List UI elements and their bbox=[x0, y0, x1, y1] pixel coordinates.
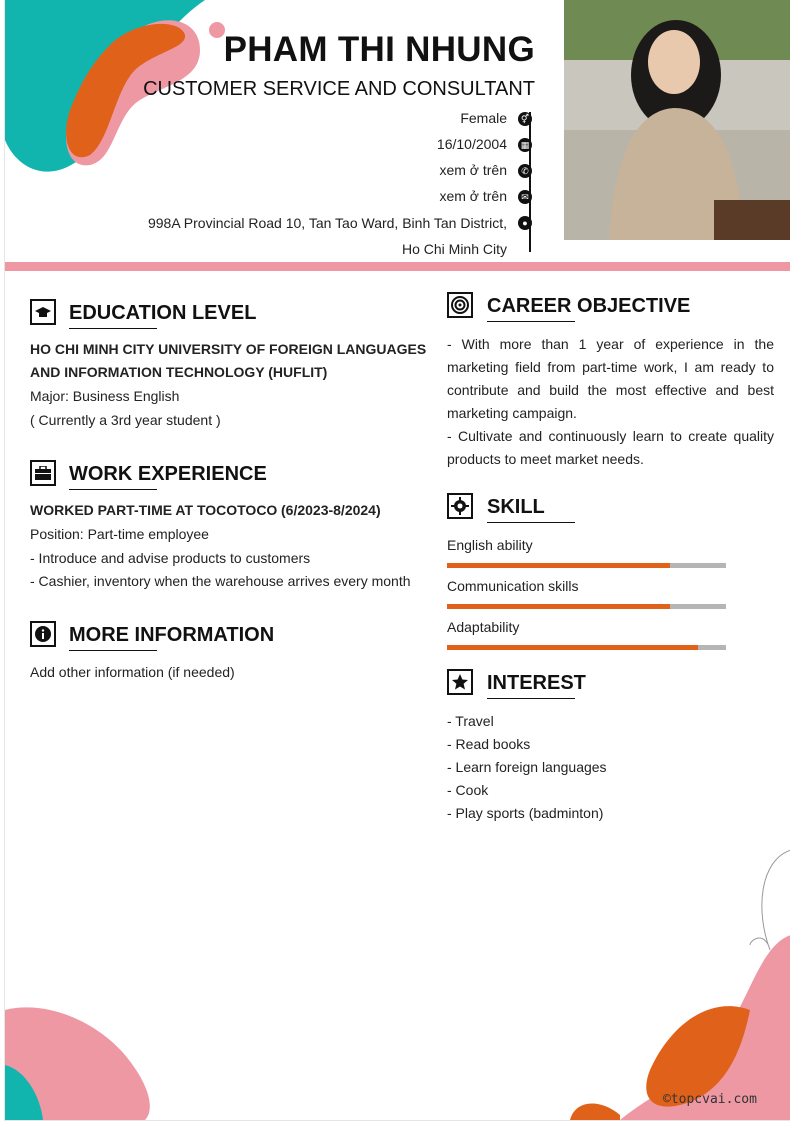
info-icon bbox=[30, 621, 56, 647]
objective-heading: CAREER OBJECTIVE bbox=[487, 295, 691, 317]
skill-bar bbox=[447, 563, 726, 568]
mail-icon: ✉ bbox=[518, 190, 532, 204]
cv-page bbox=[5, 0, 790, 1120]
job-duty-1: - Introduce and advise products to customers bbox=[30, 550, 311, 566]
skill-underline bbox=[487, 522, 575, 523]
education-heading: EDUCATION LEVEL bbox=[69, 302, 257, 324]
star-icon bbox=[447, 669, 473, 695]
graduation-cap-icon bbox=[30, 299, 56, 325]
objective-paragraph-2: - Cultivate and continuously learn to create quality products to meet market needs. bbox=[447, 428, 774, 467]
gear-icon bbox=[447, 493, 473, 519]
target-icon bbox=[447, 292, 473, 318]
interest-item: - Play sports (badminton) bbox=[447, 805, 604, 821]
interest-item: - Read books bbox=[447, 736, 531, 752]
interest-heading: INTEREST bbox=[487, 672, 586, 694]
briefcase-icon bbox=[30, 460, 56, 486]
info-timeline bbox=[529, 112, 531, 252]
skill-bar-fill bbox=[447, 563, 670, 568]
interest-item: - Travel bbox=[447, 713, 494, 729]
skill-bar bbox=[447, 604, 726, 609]
job-title: WORKED PART-TIME AT TOCOTOCO bbox=[30, 502, 278, 518]
header-divider bbox=[5, 262, 790, 271]
skill-bar bbox=[447, 645, 726, 650]
skill-heading: SKILL bbox=[487, 496, 545, 518]
decor-blob-bottom-left bbox=[5, 1000, 165, 1120]
more-info-heading: MORE INFORMATION bbox=[69, 624, 275, 646]
skill-label: Communication skills bbox=[447, 578, 579, 594]
work-underline bbox=[69, 489, 157, 490]
school-line-1: HO CHI MINH CITY UNIVERSITY OF FOREIGN LANGUAGES bbox=[30, 341, 427, 357]
gender-text: Female bbox=[460, 110, 507, 126]
address-text: 998A Provincial Road 10, Tan Tao Ward, Binh Tan District, Ho Chi Minh City bbox=[147, 215, 507, 257]
more-info-text: Add other information (if needed) bbox=[30, 664, 235, 680]
skill-bar-fill bbox=[447, 604, 670, 609]
more-info-underline bbox=[69, 650, 157, 651]
watermark: ©topcvai.com bbox=[663, 1092, 757, 1107]
education-major: Major: Business English bbox=[30, 388, 180, 404]
interest-item: - Cook bbox=[447, 782, 489, 798]
skill-label: English ability bbox=[447, 537, 533, 553]
education-note: ( Currently a 3rd year student ) bbox=[30, 412, 221, 428]
education-underline bbox=[69, 328, 157, 329]
decor-blob-bottom-right bbox=[560, 850, 790, 1120]
objective-paragraph-1: - With more than 1 year of experience in the marketing field from part-time work, I am ready to contribute and build the most effective and best marketing campaign. bbox=[447, 336, 774, 421]
candidate-title: CUSTOMER SERVICE AND CONSULTANT bbox=[143, 78, 535, 100]
location-pin-icon: ● bbox=[518, 216, 532, 230]
objective-underline bbox=[487, 321, 575, 322]
dob-text: 16/10/2004 bbox=[436, 136, 507, 152]
interest-underline bbox=[487, 698, 575, 699]
candidate-name: PHAM THI NHUNG bbox=[223, 30, 535, 69]
phone-text: xem ở trên bbox=[439, 162, 507, 178]
job-period: (6/2023-8/2024) bbox=[281, 502, 381, 518]
job-position: Position: Part-time employee bbox=[30, 526, 209, 542]
job-duty-2: - Cashier, inventory when the warehouse arrives every month bbox=[30, 573, 411, 589]
skill-label: Adaptability bbox=[447, 619, 520, 635]
interest-item: - Learn foreign languages bbox=[447, 759, 607, 775]
school-line-2: AND INFORMATION TECHNOLOGY (HUFLIT) bbox=[30, 364, 328, 380]
skill-bar-fill bbox=[447, 645, 698, 650]
email-text: xem ở trên bbox=[439, 188, 507, 204]
profile-photo bbox=[564, 0, 790, 240]
gender-icon: ⚥ bbox=[518, 112, 532, 126]
calendar-icon: ▦ bbox=[518, 138, 532, 152]
phone-icon: ✆ bbox=[518, 164, 532, 178]
work-heading: WORK EXPERIENCE bbox=[69, 463, 267, 485]
